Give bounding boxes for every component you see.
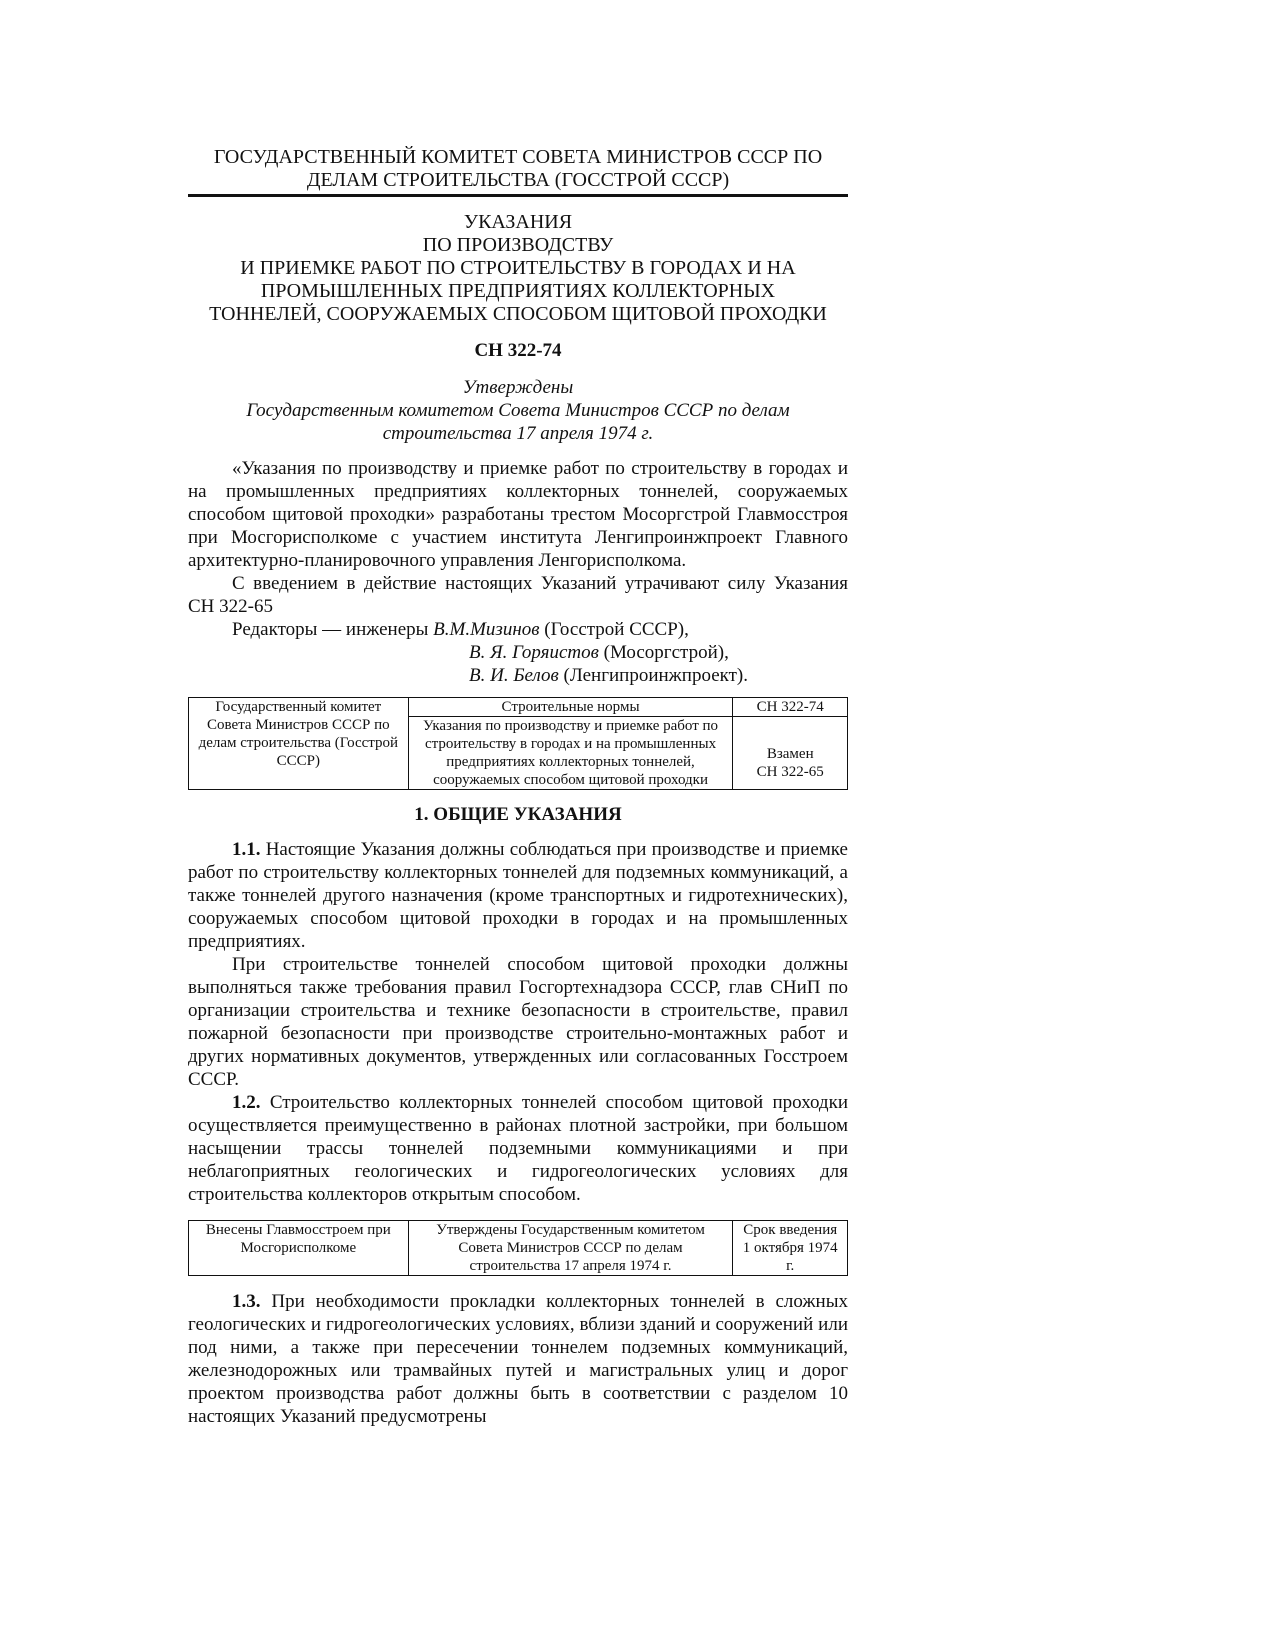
editor-org-2: (Мосоргстрой),: [598, 642, 729, 663]
editor-org-1: (Госстрой СССР),: [539, 619, 689, 640]
editors-prefix: Редакторы — инженеры: [232, 619, 434, 640]
clause-1-2-text: Строительство коллекторных тоннелей способом щитовой проходки осуществляется преимущественно в районах плотной застройки, при большом насыщении трассы тоннелей подземными коммуникациями и при неблагоприятных геологических и гидрогеологических условиях для строительства коллекторов открытым способом.: [188, 1092, 848, 1205]
introduction-info-table: [188, 1220, 848, 1276]
approval-line-1: Утверждены: [462, 377, 574, 398]
clause-1-1-continued: При строительстве тоннелей способом щитовой проходки должны выполняться также требования правил Госгортехнадзора СССР, глав СНиП по организации строительства и технике безопасности в строительстве, правил пожарной безопасности при производстве строительно-монтажных работ и других нормативных документов, утвержденных или согласованных Госстроем СССР.: [188, 954, 848, 1090]
title-line-2: ПО ПРОИЗВОДСТВУ: [422, 234, 614, 256]
editor-line-2: [188, 641, 848, 664]
replaces-code: СН 322-65: [756, 764, 824, 780]
title-line-3: И ПРИЕМКЕ РАБОТ ПО СТРОИТЕЛЬСТВУ В ГОРОДАХ И НА: [240, 257, 796, 279]
editor-line-1: [188, 618, 848, 641]
effective-date: 1 октября 1974 г.: [742, 1240, 838, 1274]
org-line-1: ГОСУДАРСТВЕННЫЙ КОМИТЕТ СОВЕТА МИНИСТРОВ СССР ПО: [213, 146, 823, 168]
supersedes-paragraph: С введением в действие настоящих Указаний утрачивают силу Указания СН 322-65: [188, 573, 848, 617]
section-1-title: 1. ОБЩИЕ УКАЗАНИЯ: [414, 804, 622, 825]
approval-note: [188, 376, 848, 445]
issuing-body-cell: Государственный комитет Совета Министров СССР по делам строительства (Госстрой СССР): [189, 698, 409, 790]
org-line-2: ДЕЛАМ СТРОИТЕЛЬСТВА (ГОССТРОЙ СССР): [306, 169, 730, 191]
subject-cell: Указания по производству и приемке работ по строительству в городах и на промышленных предприятиях коллекторных тоннелей, сооружаемых способом щитовой проходки: [408, 717, 733, 790]
document-info-table: [188, 697, 848, 790]
editor-name-2: В. Я. Горяистов: [469, 642, 599, 663]
clause-1-3-number: 1.3.: [232, 1291, 261, 1312]
effective-label: Срок введения: [743, 1222, 838, 1238]
approval-line-2: Государственным комитетом Совета Министров СССР по делам: [246, 400, 790, 421]
clause-1-1: [188, 838, 848, 953]
editors-block: [188, 618, 848, 687]
replaces-label: Взамен: [766, 746, 814, 762]
replaces-cell: [733, 717, 848, 790]
norms-type-cell: Строительные нормы: [408, 698, 733, 717]
approved-by-cell: Утверждены Государственным комитетом Совета Министров СССР по делам строительства 17 апреля 1974 г.: [408, 1221, 733, 1276]
effective-date-cell: [733, 1221, 848, 1276]
title-line-4: ПРОМЫШЛЕННЫХ ПРЕДПРИЯТИЯХ КОЛЛЕКТОРНЫХ: [260, 280, 776, 302]
clause-1-1-text: Настоящие Указания должны соблюдаться при производстве и приемке работ по строительству коллекторных тоннелей для подземных коммуникаций, а также тоннелей другого назначения (кроме транспортных и гидротехнических), сооружаемых способом щитовой проходки в городах и на промышленных предприятиях.: [188, 839, 848, 952]
editor-line-3: [188, 664, 848, 687]
title-line-1: УКАЗАНИЯ: [463, 211, 573, 233]
document-code: СН 322-74: [474, 340, 562, 361]
clause-1-3: [188, 1290, 848, 1428]
document-page: [188, 146, 848, 1428]
issuing-organization: [188, 146, 848, 192]
approval-line-3: строительства 17 апреля 1974 г.: [382, 423, 654, 444]
title-line-5: ТОННЕЛЕЙ, СООРУЖАЕМЫХ СПОСОБОМ ЩИТОВОЙ ПРОХОДКИ: [209, 303, 827, 325]
editor-org-3: (Ленгипроинжпроект).: [558, 665, 748, 686]
info-table-row-1: [189, 698, 848, 717]
clause-1-1-number: 1.1.: [232, 839, 261, 860]
editor-name-3: В. И. Белов: [469, 665, 559, 686]
clause-1-2: [188, 1091, 848, 1206]
intro-paragraph: «Указания по производству и приемке работ по строительству в городах и на промышленных предприятиях коллекторных тоннелей, сооружаемых способом щитовой проходки» разработаны трестом Мосоргстрой Главмосстроя при Мосгорисполкоме с участием института Ленгипроинжпроект Главного архитектурно-планировочного управления Ленгорисполкома.: [188, 458, 848, 571]
intro-table-row: [189, 1221, 848, 1276]
header-rule: [188, 194, 848, 197]
document-title: [188, 211, 848, 326]
introduced-by-cell: Внесены Главмосстроем при Мосгорисполкоме: [189, 1221, 409, 1276]
clause-1-2-number: 1.2.: [232, 1092, 261, 1113]
code-cell: СН 322-74: [733, 698, 848, 717]
clause-1-3-text: При необходимости прокладки коллекторных тоннелей в сложных геологических и гидрогеологических условиях, вблизи зданий и сооружений или под ними, а также при пересечении тоннелем подземных коммуникаций, железнодорожных или трамвайных путей и магистральных улиц и дорог проектом производства работ должны быть в соответствии с разделом 10 настоящих Указаний предусмотрены: [188, 1291, 848, 1427]
editor-name-1: В.М.Мизинов: [433, 619, 540, 640]
